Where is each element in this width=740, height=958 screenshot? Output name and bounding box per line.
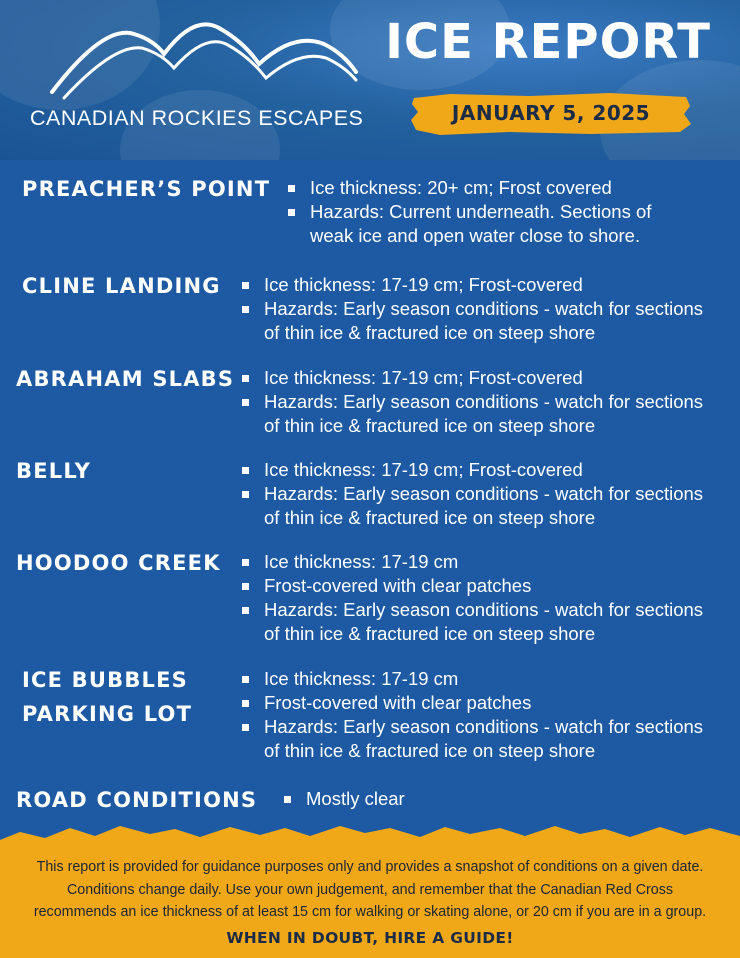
condition-item bbox=[240, 390, 703, 438]
conditions-list bbox=[282, 787, 405, 811]
condition-item bbox=[240, 366, 703, 390]
location-name bbox=[16, 454, 91, 488]
conditions-list bbox=[240, 550, 703, 646]
location-name-line: ROAD CONDITIONS bbox=[16, 788, 258, 812]
location-name-line: ICE BUBBLES bbox=[22, 668, 189, 692]
conditions-list bbox=[286, 176, 651, 248]
condition-text: of thin ice & fractured ice on steep shore bbox=[264, 322, 596, 343]
condition-item bbox=[240, 550, 703, 574]
location-name bbox=[22, 269, 221, 303]
header-banner bbox=[0, 0, 740, 160]
disclaimer-text bbox=[14, 856, 726, 924]
footer-disclaimer bbox=[0, 822, 740, 958]
page-title: ICE REPORT bbox=[385, 14, 711, 70]
conditions-list bbox=[240, 273, 703, 345]
condition-text: Ice thickness: 20+ cm; Frost covered bbox=[310, 177, 612, 198]
condition-text: Hazards: Early season conditions - watch for sections bbox=[264, 298, 704, 319]
condition-text: Ice thickness: 17-19 cm; Frost-covered bbox=[264, 367, 583, 388]
location-name-line: PARKING LOT bbox=[22, 702, 193, 726]
location-name-line: PREACHER’S POINT bbox=[22, 177, 271, 201]
condition-text: weak ice and open water close to shore. bbox=[310, 225, 641, 246]
disclaimer-line: This report is provided for guidance purposes only and provides a snapshot of conditions on a given date. bbox=[36, 859, 704, 875]
condition-text: Hazards: Current underneath. Sections of bbox=[310, 201, 652, 222]
condition-text: Hazards: Early season conditions - watch for sections bbox=[264, 716, 704, 737]
location-name bbox=[16, 783, 257, 817]
disclaimer-line: Conditions change daily. Use your own judgement, and remember that the Canadian Red Cross bbox=[66, 881, 674, 898]
condition-item bbox=[240, 482, 703, 530]
condition-item bbox=[240, 667, 703, 691]
condition-text: Hazards: Early season conditions - watch for sections bbox=[264, 391, 704, 412]
condition-text: Mostly clear bbox=[306, 788, 405, 809]
date-badge bbox=[410, 92, 692, 136]
condition-text: Frost-covered with clear patches bbox=[264, 692, 532, 713]
location-name-line: HOODOO CREEK bbox=[16, 551, 221, 575]
condition-text: of thin ice & fractured ice on steep shore bbox=[264, 507, 596, 528]
conditions-list bbox=[240, 366, 703, 438]
condition-text: Frost-covered with clear patches bbox=[264, 575, 532, 596]
condition-item bbox=[240, 574, 703, 598]
condition-text: Ice thickness: 17-19 cm; Frost-covered bbox=[264, 274, 583, 295]
condition-text: Ice thickness: 17-19 cm; Frost-covered bbox=[264, 459, 583, 480]
condition-text: Ice thickness: 17-19 cm bbox=[264, 668, 459, 689]
condition-item bbox=[240, 715, 703, 763]
location-name bbox=[22, 663, 192, 731]
call-to-action: WHEN IN DOUBT, HIRE A GUIDE! bbox=[226, 929, 514, 947]
condition-text: of thin ice & fractured ice on steep shore bbox=[264, 740, 596, 761]
condition-text: Hazards: Early season conditions - watch for sections bbox=[264, 599, 704, 620]
conditions-list bbox=[240, 667, 703, 763]
condition-item bbox=[240, 598, 703, 646]
mountains-icon bbox=[44, 14, 364, 104]
condition-text: of thin ice & fractured ice on steep shore bbox=[264, 623, 596, 644]
location-name-line: ABRAHAM SLABS bbox=[16, 367, 235, 391]
condition-text: Ice thickness: 17-19 cm bbox=[264, 551, 459, 572]
report-date: JANUARY 5, 2025 bbox=[451, 101, 651, 125]
location-name bbox=[16, 362, 234, 396]
condition-item bbox=[286, 176, 651, 200]
brand-name: CANADIAN ROCKIES ESCAPES bbox=[30, 106, 364, 130]
brand-logo bbox=[22, 10, 364, 140]
location-name-line: BELLY bbox=[16, 459, 92, 483]
condition-item bbox=[282, 787, 405, 811]
condition-item bbox=[240, 273, 703, 297]
disclaimer-line: recommends an ice thickness of at least 15 cm for walking or skating alone, or 20 cm if you are in a group. bbox=[33, 904, 707, 920]
condition-item bbox=[286, 200, 651, 248]
condition-item bbox=[240, 458, 703, 482]
condition-text: Hazards: Early season conditions - watch for sections bbox=[264, 483, 704, 504]
location-name bbox=[22, 172, 270, 206]
location-name-line: CLINE LANDING bbox=[22, 274, 221, 298]
condition-text: of thin ice & fractured ice on steep shore bbox=[264, 415, 596, 436]
condition-item bbox=[240, 297, 703, 345]
conditions-list bbox=[240, 458, 703, 530]
condition-item bbox=[240, 691, 703, 715]
location-name bbox=[16, 546, 221, 580]
